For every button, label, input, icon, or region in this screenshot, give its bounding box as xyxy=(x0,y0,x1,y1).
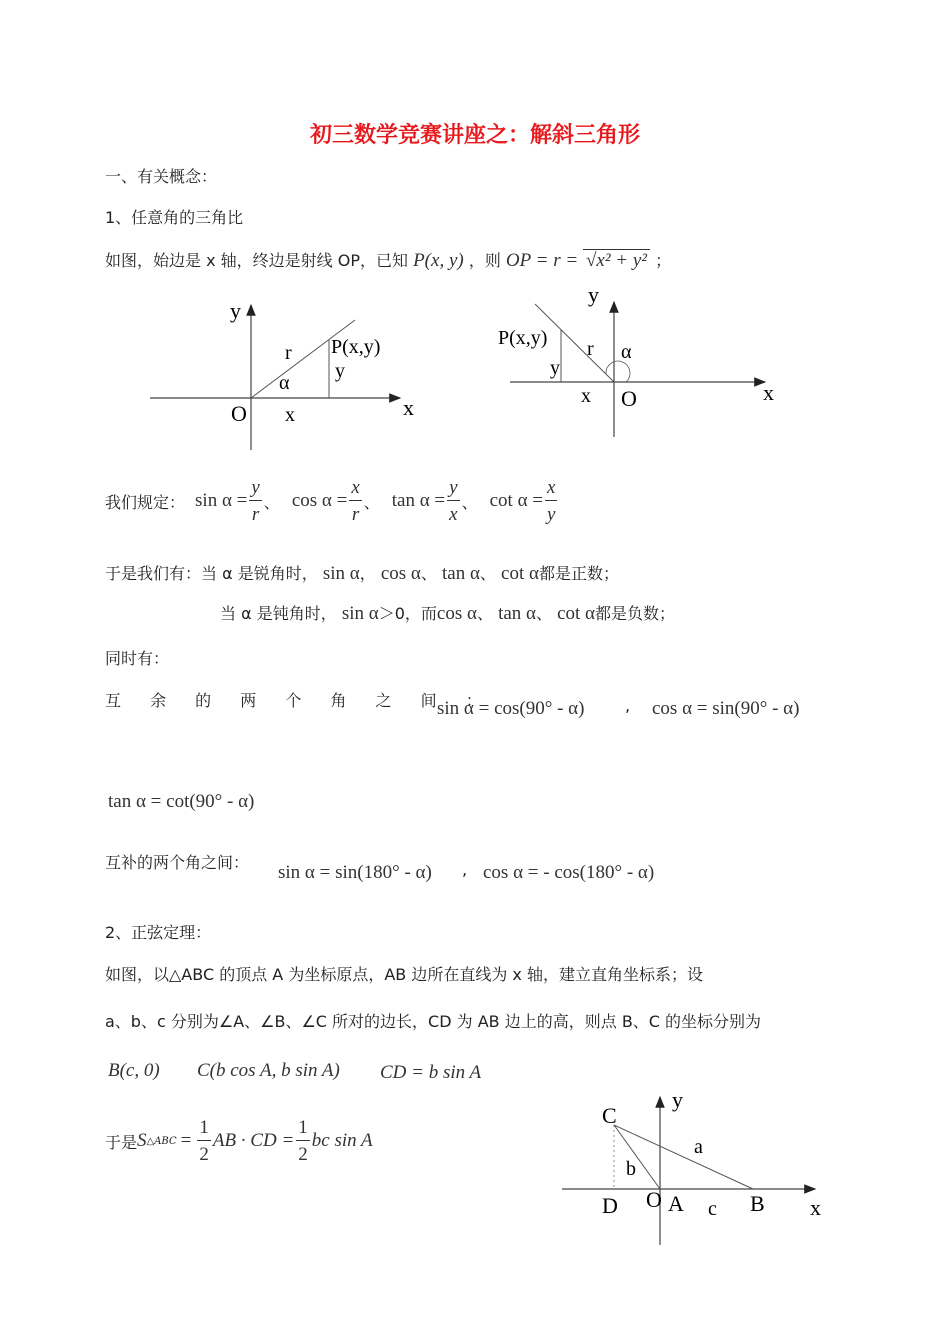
fig2-x-label: x xyxy=(763,380,774,405)
sqrt-radicand: √x² + y² xyxy=(583,249,650,271)
complement-label: 互 余 的 两 个 角 之 间 ： xyxy=(105,691,494,710)
signs-line-obtuse: 当 α 是钝角时， sin α＞0，而cos α、 tan α、 cot α都是负数； xyxy=(220,603,676,624)
fig3-c: c xyxy=(708,1198,717,1220)
fig1-alpha-label: α xyxy=(279,372,290,394)
definitions-lead: 我们规定： xyxy=(105,492,186,512)
intro-line xyxy=(105,248,671,272)
fig3-A: A xyxy=(668,1191,684,1216)
fig1-r-label: r xyxy=(285,342,292,364)
fig3-D: D xyxy=(602,1193,618,1218)
terminal-ray xyxy=(251,320,355,398)
def-tan-name: tan α = xyxy=(391,490,446,511)
def-sin-name: sin α = xyxy=(195,490,248,511)
subheading-trig-ratios: 1、任意角的三角比 xyxy=(105,208,244,227)
def-cos-frac: $\frac{x}{r}$ xyxy=(351,477,360,525)
figure-acute-angle xyxy=(145,295,425,455)
fig3-O: O xyxy=(646,1187,662,1212)
fig2-y-seg: y xyxy=(550,357,560,379)
definitions-line: 我们规定： sin α = $\frac{y}{r}$ 、 cos α = $\frac{x}{r}$ 、 tan α = $\frac{y}{x}$ 、 cot α = $\frac{x}{y}$ xyxy=(105,477,556,525)
fig2-origin: O xyxy=(621,386,637,411)
fig3-a: a xyxy=(694,1136,703,1158)
page-title: 初三数学竞赛讲座之：解斜三角形 xyxy=(309,123,640,148)
supplement-label: 互补的两个角之间： xyxy=(105,853,250,872)
supplement-eq1: sin α = sin(180° - α) xyxy=(278,862,432,883)
section-heading-sine-law: 2、正弦定理： xyxy=(105,923,212,942)
def-cot-name: cot α = xyxy=(489,490,543,511)
intro-then: ，则 xyxy=(468,251,501,270)
simultaneous-label: 同时有： xyxy=(105,649,170,668)
op-expr: OP = r = xyxy=(505,250,583,271)
point-expr: P(x, y) xyxy=(413,250,464,271)
semicolon: ； xyxy=(655,251,672,270)
def-cos-name: cos α = xyxy=(291,490,348,511)
complement-eq2: cos α = sin(90° - α) xyxy=(652,698,800,719)
fig3-C: C xyxy=(602,1103,617,1128)
side-b xyxy=(614,1125,660,1189)
angle-arc xyxy=(606,361,630,382)
fig1-x-seg: x xyxy=(285,404,295,426)
fig2-y-label: y xyxy=(588,282,599,307)
fig3-x: x xyxy=(810,1195,821,1220)
fig2-point-label: P(x,y) xyxy=(498,327,548,349)
complement-eq3: tan α = cot(90° - α) xyxy=(108,791,255,812)
fig1-x-label: x xyxy=(403,395,414,420)
figure-obtuse-angle xyxy=(495,282,785,442)
fig3-B: B xyxy=(750,1191,765,1216)
fig3-y: y xyxy=(672,1087,683,1112)
signs-line-acute: 于是我们有：当 α 是锐角时， sin α， cos α、 tan α、 cot α都是正数； xyxy=(105,563,619,584)
section-heading-concepts: 一、有关概念： xyxy=(105,167,218,186)
intro-text: 如图，始边是 x 轴，终边是射线 OP，已知 xyxy=(105,251,408,270)
def-tan-frac: $\frac{y}{x}$ xyxy=(449,477,458,525)
coord-c: C(b cos A, b sin A) xyxy=(197,1060,340,1081)
sine-law-para-line1: 如图，以△ABC 的顶点 A 为坐标原点，AB 边所在直线为 x 轴，建立直角坐标系；设 xyxy=(105,965,703,984)
fig2-x-seg: x xyxy=(581,385,591,407)
fig2-alpha-label: α xyxy=(621,341,632,363)
fig1-y-label: y xyxy=(230,298,241,323)
fig3-b: b xyxy=(626,1158,636,1180)
cd-expr: CD = b sin A xyxy=(380,1062,482,1083)
area-formula: 于是 S △ABC = $\frac{1}{2}$ AB · CD = $\frac{1}{2}$ bc sin A xyxy=(105,1117,373,1165)
fig2-r-label: r xyxy=(587,338,594,360)
sine-law-para-line2: a、b、c 分别为∠A、∠B、∠C 所对的边长，CD 为 AB 边上的高，则点 B、C 的坐标分别为 xyxy=(105,1012,762,1031)
coord-b: B(c, 0) xyxy=(108,1060,160,1081)
supplement-eq2: cos α = - cos(180° - α) xyxy=(483,862,655,883)
fig1-y-seg: y xyxy=(335,360,345,382)
def-sin-frac: $\frac{y}{r}$ xyxy=(251,477,260,525)
fig1-origin: O xyxy=(231,401,247,426)
sqrt-sign-icon: √ xyxy=(585,250,597,271)
complement-eq1: sin α = cos(90° - α) xyxy=(437,698,585,719)
def-cot-frac: $\frac{x}{y}$ xyxy=(547,477,556,525)
fig1-point-label: P(x,y) xyxy=(331,336,381,358)
figure-triangle xyxy=(560,1085,840,1250)
